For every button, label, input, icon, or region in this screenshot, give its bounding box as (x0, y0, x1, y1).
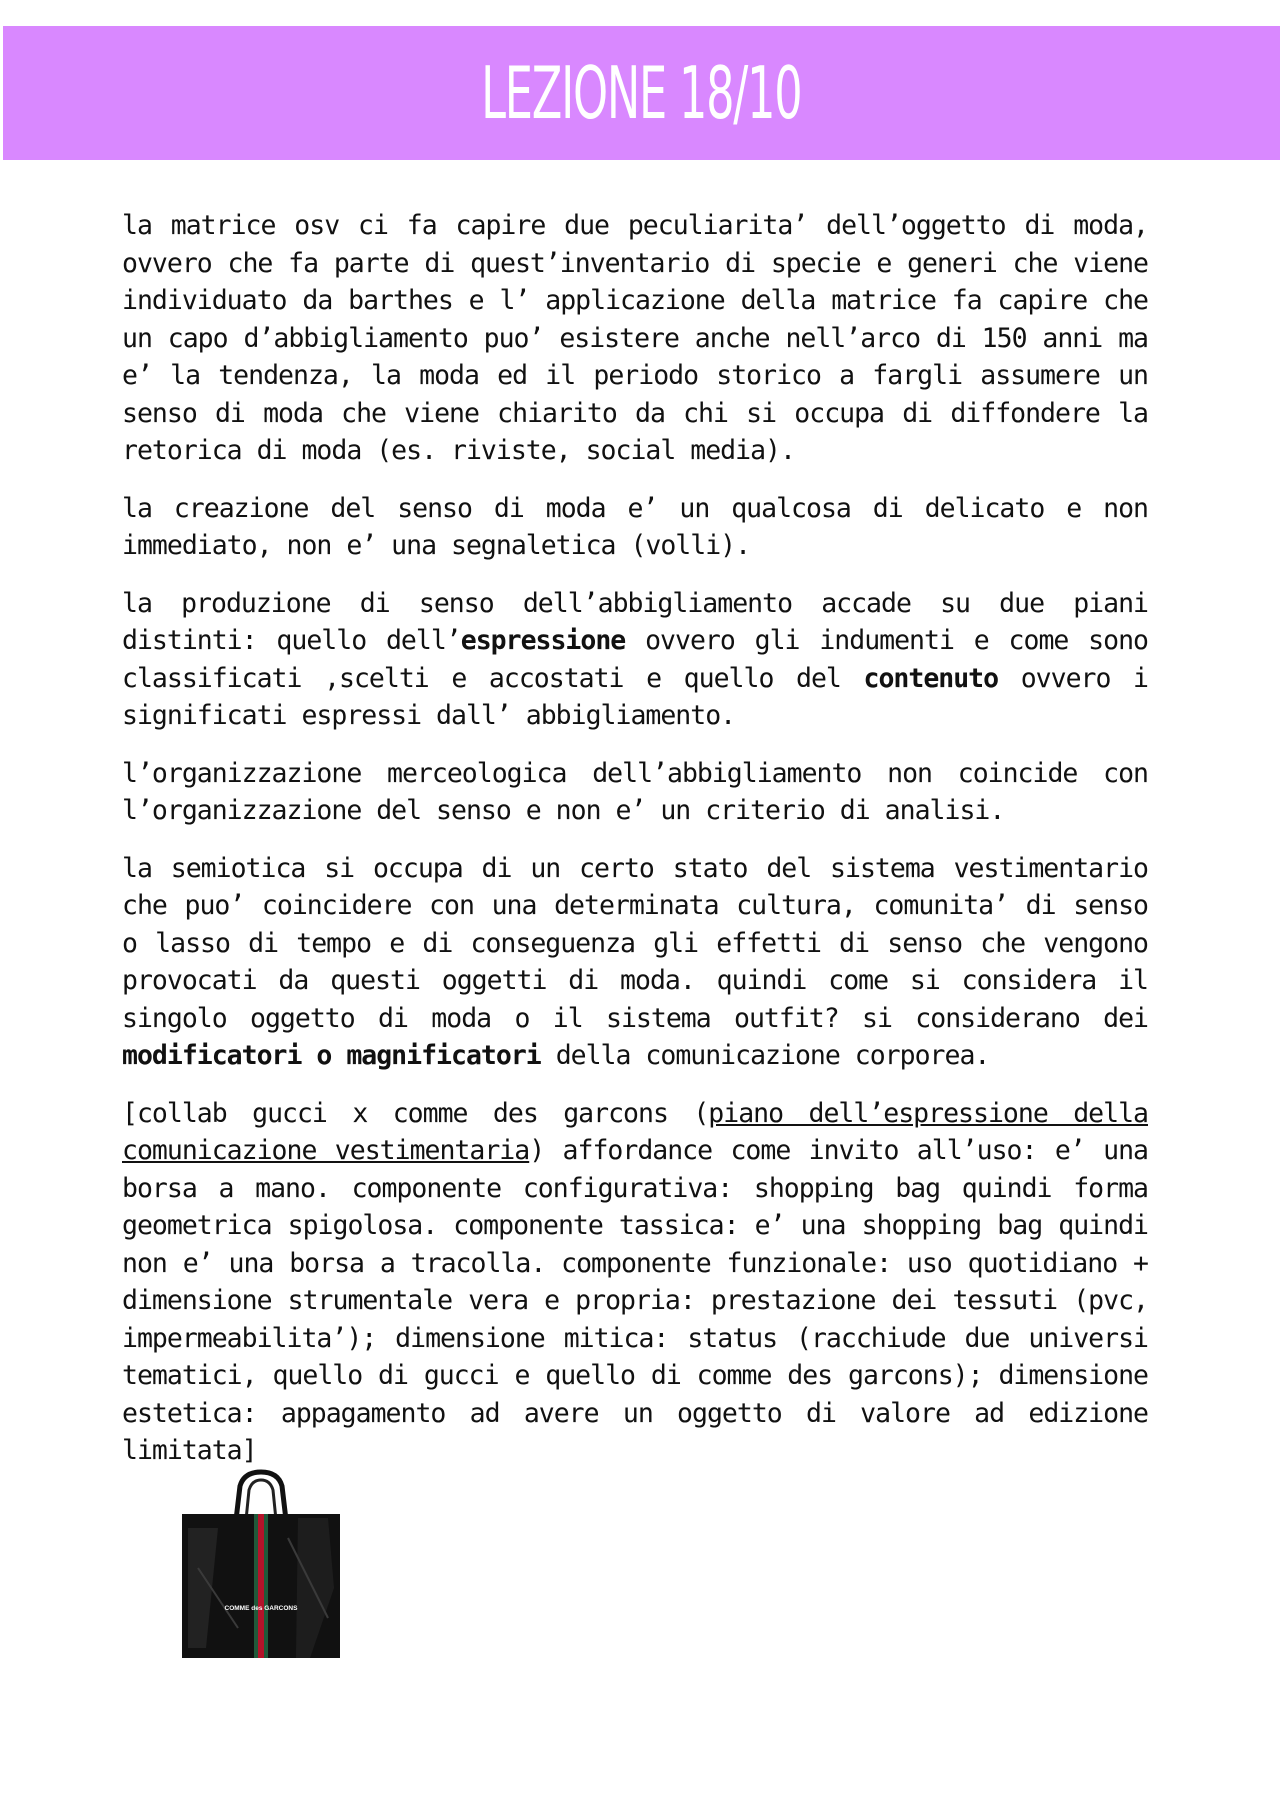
paragraph-3-text-c: ovvero gli indumenti e come sono classificati ,scelti e accostati e quello del (122, 625, 1148, 694)
web-stripe-green-left (254, 1514, 258, 1658)
paragraph-2: la creazione del senso di moda e’ un qualcosa di delicato e non immediato, non e’ una segnaletica (volli). (122, 492, 1148, 561)
paragraph-1: la matrice osv ci fa capire due peculiarita’ dell’oggetto di moda, ovvero che fa parte di quest’inventario di specie e generi che viene individuato da barthes e l’ applicazione della matrice fa capire che un capo d’abbigliamento puo’ esistere anche nell’arco di 150 anni ma e’ la tendenza, la moda ed il periodo storico a fargli assumere un senso di moda che viene chiarito da chi si occupa di diffondere la retorica di moda (es. riviste, social media). (122, 210, 1148, 466)
paragraph-5 (122, 850, 1148, 1075)
paragraph-6 (122, 1095, 1148, 1470)
paragraph-3-text-a: la produzione di senso dell’abbigliamento accade su due piani distinti: quello dell’ (122, 587, 1148, 656)
web-stripe-green-right (264, 1514, 268, 1658)
paragraph-5-text-c: della comunicazione corporea. (540, 1040, 990, 1071)
term-espressione: espressione (460, 625, 626, 656)
paragraph-5-text-a: la semiotica si occupa di un certo stato del sistema vestimentario che puo’ coincidere con una determinata cultura, comunita’ di senso o lasso di tempo e di conseguenza gli effetti di senso che vengono provocati da questi oggetti di moda. quindi come si considera il singolo oggetto di moda o il sistema outfit? si considerano dei (122, 852, 1148, 1034)
paragraph-3-text-e: ovvero i significati espressi dall’ abbigliamento. (122, 662, 1148, 731)
shopping-bag-image (178, 1468, 344, 1660)
paragraph-6-text-c: ) affordance come invito all’uso: e’ una borsa a mano. componente configurativa: shopping bag quindi forma geometrica spigolosa. componente tassica: e’ una shopping bag quindi non e’ una borsa a tracolla. componente funzionale: uso quotidiano + dimensione strumentale vera e propria: prestazione dei tessuti (pvc, impermeabilita’); dimensione mitica: status (racchiude due universi tematici, quello di gucci e quello di comme des garcons); dimensione estetica: appagamento ad avere un oggetto di valore ad edizione limitata] (122, 1135, 1148, 1466)
title-banner (3, 26, 1280, 160)
web-stripe-red (258, 1514, 264, 1658)
term-contenuto: contenuto (863, 662, 999, 694)
term-modificatori: modificatori o magnificatori (122, 1040, 541, 1071)
paragraph-6-text-a: [collab gucci x comme des garcons ( (122, 1097, 709, 1129)
page-title: LEZIONE 18/10 (481, 51, 802, 135)
bag-label: COMME des GARCONS (224, 1605, 298, 1612)
underlined-phrase: piano dell’espressione della comunicazione vestimentaria (122, 1097, 1148, 1166)
paragraph-3 (122, 585, 1148, 735)
paragraph-4: l’organizzazione merceologica dell’abbigliamento non coincide con l’organizzazione del senso e non e’ un criterio di analisi. (122, 757, 1148, 826)
notes-body (122, 207, 1148, 1490)
